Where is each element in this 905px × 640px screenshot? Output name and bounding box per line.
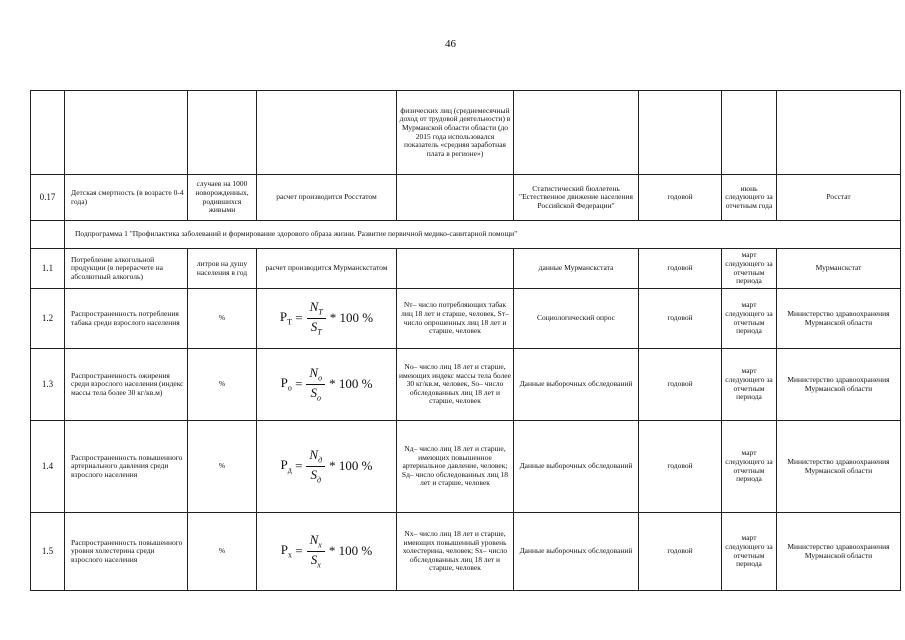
responsible-cell: Министерство здравоохранения Мурманской области xyxy=(777,421,901,513)
deadline-cell: март следующего за отчетным периода xyxy=(722,249,777,289)
unit-cell: % xyxy=(188,513,257,591)
formula-cell xyxy=(257,289,397,349)
table-row xyxy=(31,289,901,349)
unit-cell: случаев на 1000 новорожденных, родившихся живыми xyxy=(188,175,257,221)
responsible-cell: Росстат xyxy=(777,175,901,221)
responsible-cell: Министерство здравоохранения Мурманской области xyxy=(777,513,901,591)
table-row xyxy=(31,421,901,513)
formula: $P_д$ = $\frac{N_д}{S_д}$ * 100 % xyxy=(280,447,373,485)
indicator-name: Распространенность потребления табака среди взрослого населения xyxy=(65,289,188,349)
indicators-table xyxy=(30,90,901,591)
source-cell: Данные выборочных обследований xyxy=(514,421,639,513)
deadline-cell: март следующего за отчетным периода xyxy=(722,349,777,421)
unit-cell: % xyxy=(188,349,257,421)
deadline-cell: июнь следующего за отчетным года xyxy=(722,175,777,221)
indicator-name: Потребление алкогольной продукции (в перерасчете на абсолютный алкоголь) xyxy=(65,249,188,289)
unit-cell: % xyxy=(188,289,257,349)
formula-cell xyxy=(257,513,397,591)
subprogram-row xyxy=(31,221,901,249)
indicator-name: Распространенность ожирения среди взрослого населения (индекс массы тела более 30 кг/кв.м) xyxy=(65,349,188,421)
subprogram-title: Подпрограмма 1 "Профилактика заболеваний и формирование здорового образа жизни. Развитие первичной медико-санитарной помощи" xyxy=(65,221,901,249)
period-cell: годовой xyxy=(639,249,722,289)
table-row xyxy=(31,249,901,289)
table-row xyxy=(31,513,901,591)
source-cell: данные Мурманскстата xyxy=(514,249,639,289)
table-row xyxy=(31,349,901,421)
row-number: 1.2 xyxy=(31,289,65,349)
row-number: 1.3 xyxy=(31,349,65,421)
indicator-name: Распространенность повышенного уровня холестерина среди взрослого населения xyxy=(65,513,188,591)
row-number: 1.5 xyxy=(31,513,65,591)
period-cell: годовой xyxy=(639,513,722,591)
calc-detail-cell: Nд– число лиц 18 лет и старше, имеющих повышенное артериальное давление, человек; Sд– число обследованных лиц 18 лет и старше, человек xyxy=(397,421,514,513)
row-number: 1.4 xyxy=(31,421,65,513)
calc-detail-cell: Nт– число потребляющих табак лиц 18 лет и старше, человек, Sт– число опрошенных лиц 18 лет и старше, человек xyxy=(397,289,514,349)
period-cell: годовой xyxy=(639,175,722,221)
unit-cell: % xyxy=(188,421,257,513)
method-cell: расчет производится Росстатом xyxy=(257,175,397,221)
table-row xyxy=(31,175,901,221)
responsible-cell: Министерство здравоохранения Мурманской области xyxy=(777,349,901,421)
unit-cell: литров на душу населения в год xyxy=(188,249,257,289)
row-number: 0.17 xyxy=(31,175,65,221)
indicator-name: Распространенность повышенного артериального давления среди взрослого населения xyxy=(65,421,188,513)
method-cell: расчет производится Мурманскстатом xyxy=(257,249,397,289)
source-cell: Социологический опрос xyxy=(514,289,639,349)
responsible-cell: Министерство здравоохранения Мурманской области xyxy=(777,289,901,349)
formula: $P_x$ = $\frac{N_x}{S_x}$ * 100 % xyxy=(280,532,373,570)
formula-cell xyxy=(257,421,397,513)
responsible-cell: Мурманскстат xyxy=(777,249,901,289)
deadline-cell: март следующего за отчетным периода xyxy=(722,421,777,513)
source-cell: Статистический бюллетень "Естественное движение населения Российской Федерации" xyxy=(514,175,639,221)
row-number: 1.1 xyxy=(31,249,65,289)
table-row-continuation xyxy=(31,91,901,175)
calc-detail-cell: Nx– число лиц 18 лет и старше, имеющих повышенный уровень холестерина, человек; Sx– число обследованных лиц 18 лет и старше, человек xyxy=(397,513,514,591)
deadline-cell: март следующего за отчетным периода xyxy=(722,513,777,591)
calc-detail-cell: физических лиц (среднемесячный доход от трудовой деятельности) в Мурманской области области (до 2015 года использовался показатель «средняя заработная плата в регионе») xyxy=(397,91,514,175)
deadline-cell: март следующего за отчетным периода xyxy=(722,289,777,349)
formula: $P_T$ = $\frac{N_T}{S_T}$ * 100 % xyxy=(279,299,374,337)
source-cell: Данные выборочных обследований xyxy=(514,349,639,421)
page-number: 46 xyxy=(445,38,456,50)
period-cell: годовой xyxy=(639,349,722,421)
period-cell: годовой xyxy=(639,421,722,513)
source-cell: Данные выборочных обследований xyxy=(514,513,639,591)
indicator-name: Детская смертность (в возрасте 0-4 года) xyxy=(65,175,188,221)
calc-detail-cell: No– число лиц 18 лет и старше, имеющих индекс массы тела более 30 кг/кв.м, человек, So– число обследованных лиц 18 лет и старше, человек xyxy=(397,349,514,421)
period-cell: годовой xyxy=(639,289,722,349)
formula-cell xyxy=(257,349,397,421)
formula: $P_o$ = $\frac{N_o}{S_o}$ * 100 % xyxy=(280,365,373,403)
